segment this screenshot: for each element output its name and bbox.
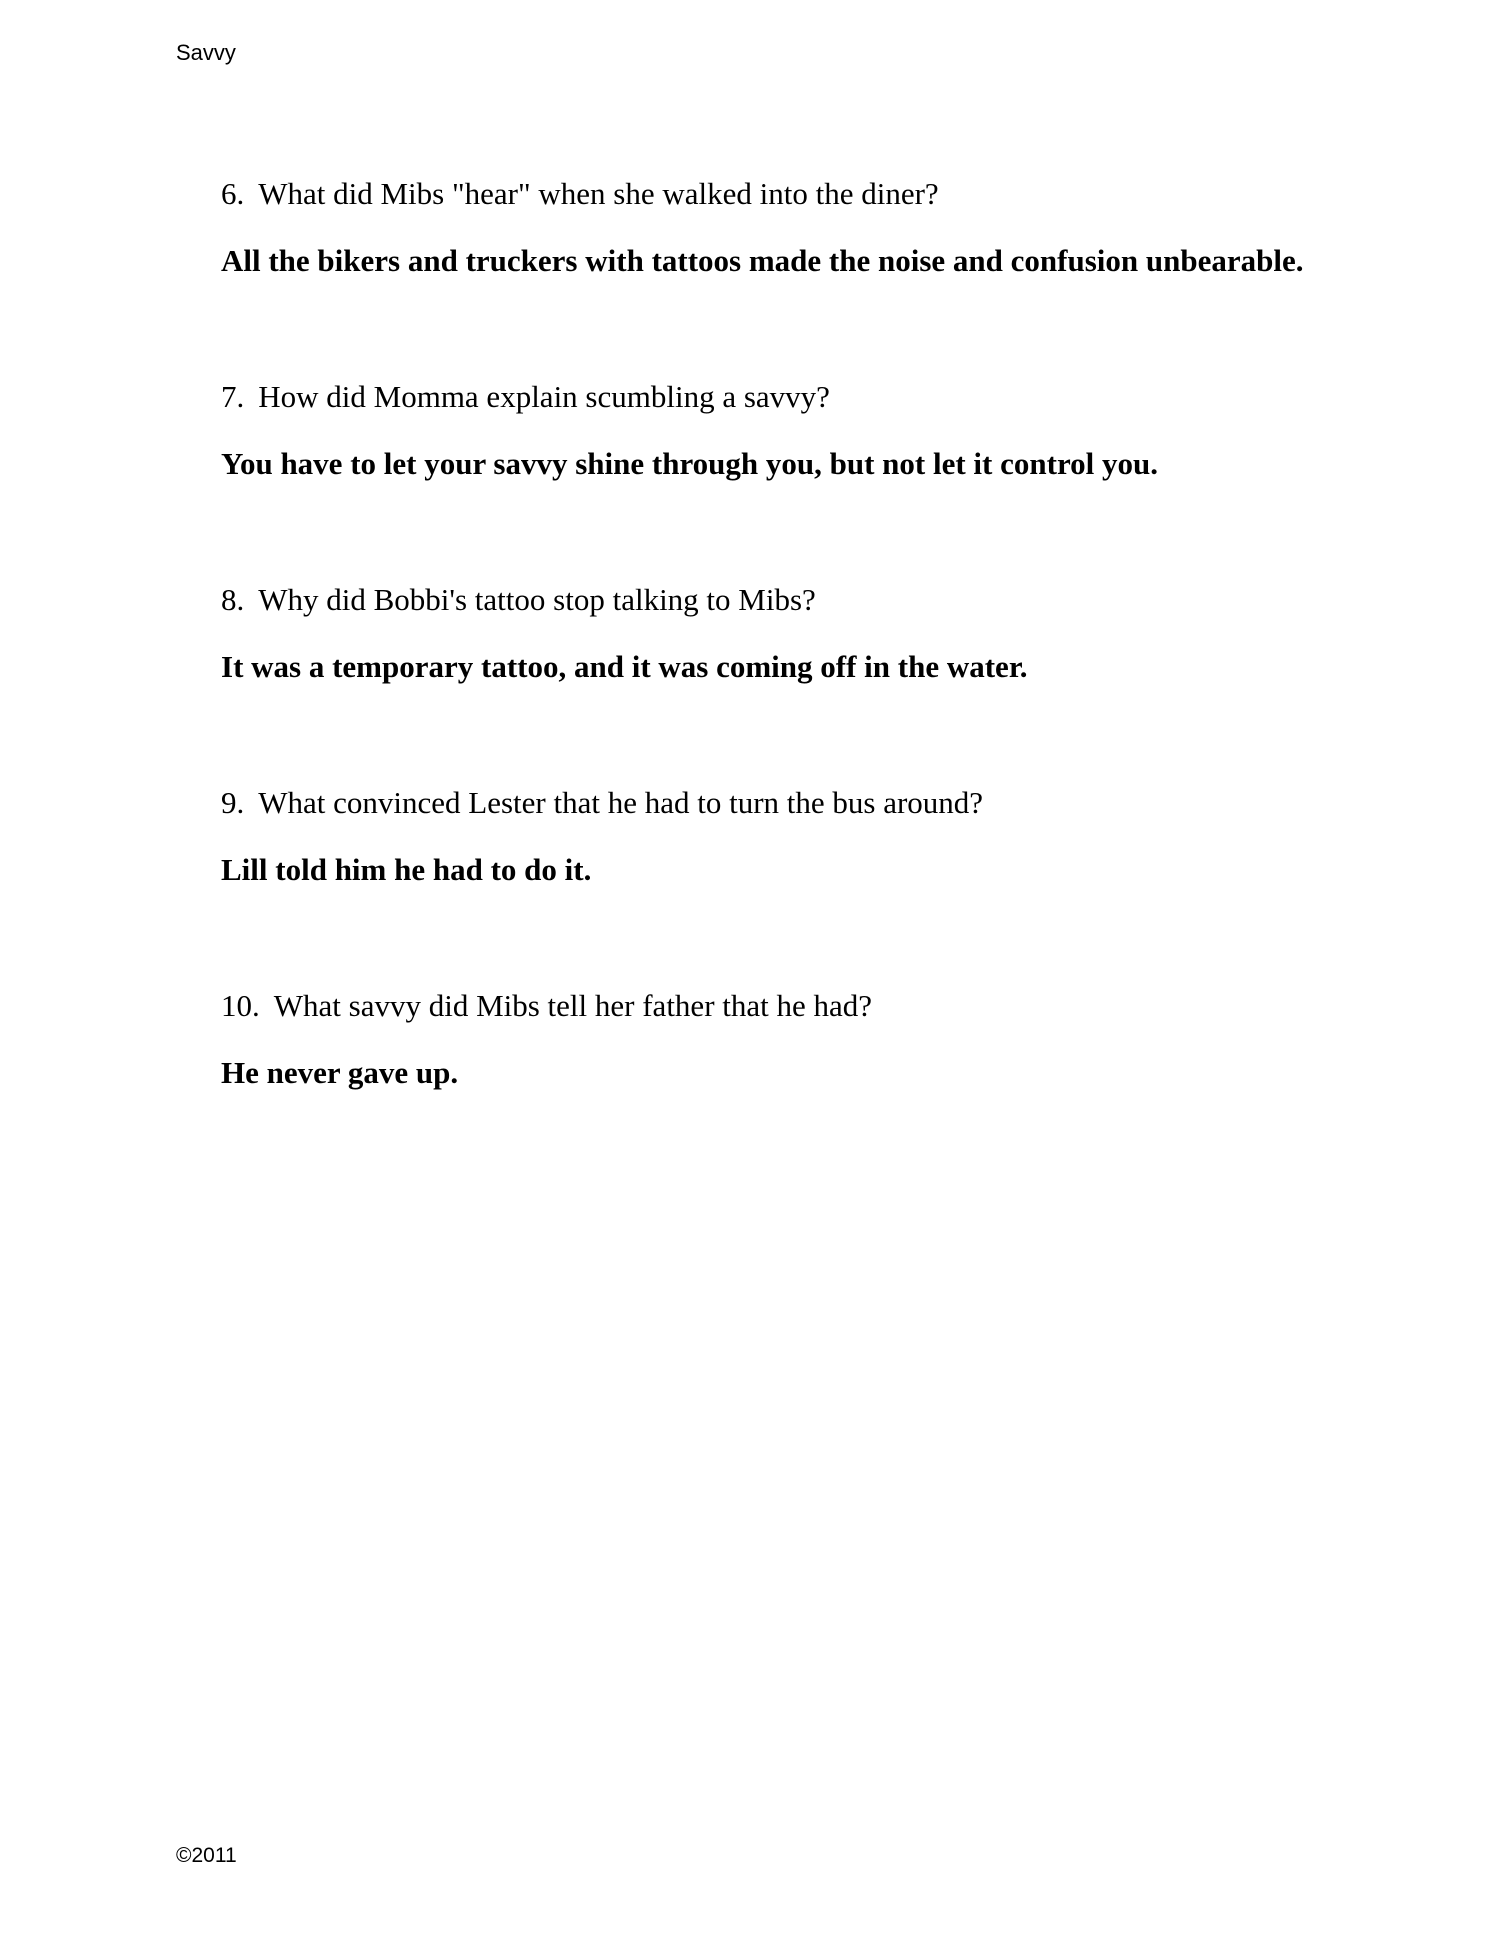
question-item [221, 986, 1461, 1189]
question-text [221, 174, 1461, 214]
page-footer-copyright: ©2011 [176, 1844, 237, 1867]
question-text [221, 580, 1461, 620]
question-item [221, 377, 1461, 580]
question-item [221, 580, 1461, 783]
answer-text: You have to let your savvy shine through you, but not let it control you. [221, 446, 1158, 481]
question-label: What convinced Lester that he had to turn the bus around? [258, 785, 984, 820]
question-number: 7. [221, 379, 245, 414]
question-number: 6. [221, 176, 245, 211]
answer-text: He never gave up. [221, 1055, 459, 1090]
question-text [221, 783, 1461, 823]
question-number: 8. [221, 582, 245, 617]
question-item [221, 783, 1461, 986]
question-text [221, 986, 1461, 1026]
question-label: What did Mibs "hear" when she walked into the diner? [258, 176, 939, 211]
answer-text: All the bikers and truckers with tattoos made the noise and confusion unbearable. [221, 243, 1304, 278]
question-text [221, 377, 1461, 417]
question-label: What savvy did Mibs tell her father that he had? [273, 988, 873, 1023]
question-number: 9. [221, 785, 245, 820]
answer-text: Lill told him he had to do it. [221, 852, 592, 887]
answer-text: It was a temporary tattoo, and it was coming off in the water. [221, 649, 1028, 684]
question-label: How did Momma explain scumbling a savvy? [258, 379, 830, 414]
question-number: 10. [221, 988, 260, 1023]
question-item [221, 174, 1461, 377]
page-header: Savvy [176, 40, 236, 65]
question-list [221, 174, 1461, 1189]
question-label: Why did Bobbi's tattoo stop talking to Mibs? [258, 582, 816, 617]
